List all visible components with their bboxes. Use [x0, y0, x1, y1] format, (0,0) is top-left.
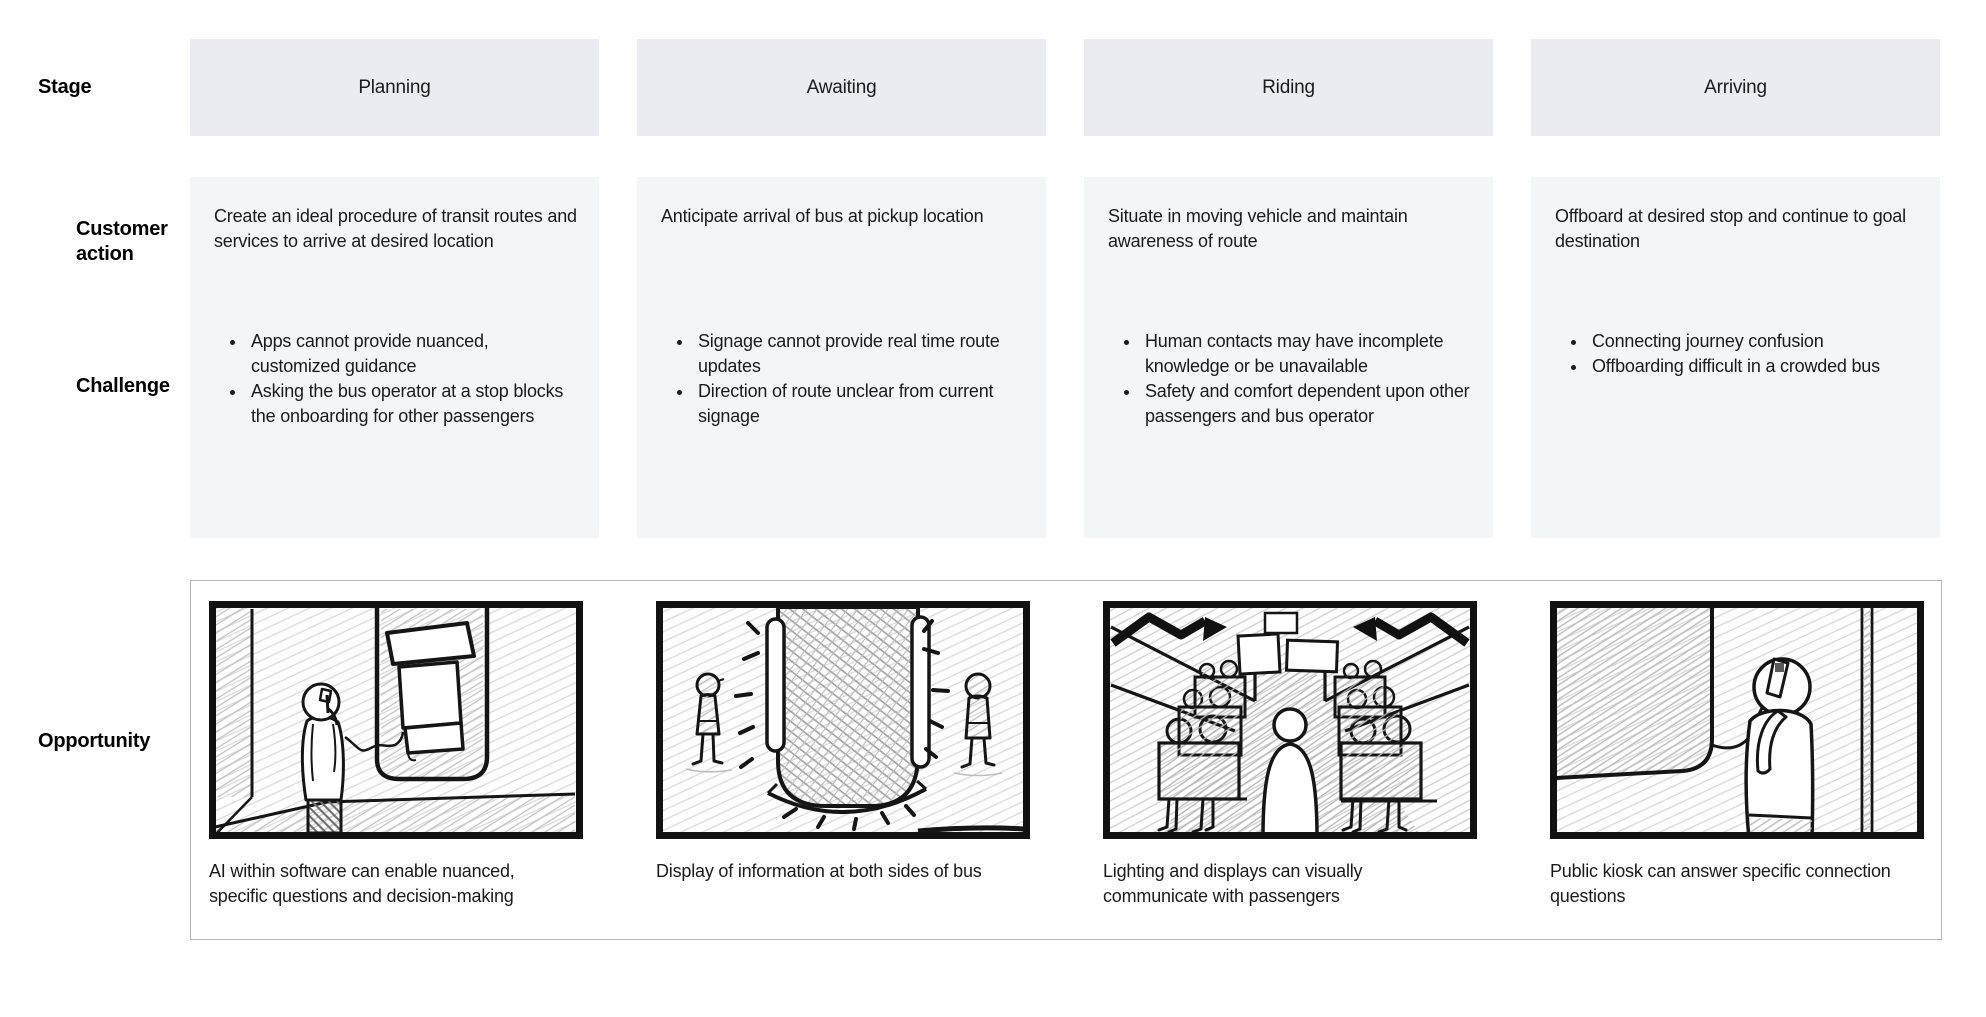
challenge-item: • Direction of route unclear from current signage — [694, 379, 1028, 429]
opportunity-cell-arriving — [1550, 601, 1959, 909]
detail-box-riding — [1084, 177, 1493, 538]
challenge-item: • Connecting journey confusion — [1588, 329, 1922, 354]
challenge-list-riding — [1108, 329, 1475, 429]
person-using-public-kiosk-handset-sketch — [1550, 601, 1924, 839]
opportunity-cell-riding — [1103, 601, 1512, 909]
opportunity-caption-awaiting: Display of information at both sides of bus — [656, 861, 982, 881]
detail-box-planning — [190, 177, 599, 538]
stage-row — [0, 39, 1986, 136]
opportunity-caption-planning: AI within software can enable nuanced, specific questions and decision-making — [209, 861, 515, 906]
challenge-list-arriving — [1555, 329, 1922, 379]
detail-row — [0, 177, 1986, 538]
stage-header-awaiting: Awaiting — [637, 39, 1046, 136]
person-talking-to-wall-kiosk-sketch — [209, 601, 583, 839]
opportunity-caption-arriving: Public kiosk can answer specific connection questions — [1550, 861, 1891, 906]
detail-box-arriving — [1531, 177, 1940, 538]
opportunity-cell-planning — [209, 601, 618, 909]
row-label-challenge: Challenge — [76, 375, 170, 397]
challenge-item: • Safety and comfort dependent upon other passengers and bus operator — [1141, 379, 1475, 429]
challenge-list-planning — [214, 329, 581, 429]
row-label-opportunity: Opportunity — [38, 730, 151, 752]
detail-labels — [0, 177, 170, 538]
customer-action-planning: Create an ideal procedure of transit routes and services to arrive at desired location — [214, 206, 577, 251]
challenge-item: • Offboarding difficult in a crowded bus — [1588, 354, 1922, 379]
stage-header-riding: Riding — [1084, 39, 1493, 136]
row-label-stage: Stage — [38, 76, 92, 98]
stage-header-arriving: Arriving — [1531, 39, 1940, 136]
row-label-customer-action: Customer action — [76, 218, 168, 265]
challenge-list-awaiting — [661, 329, 1028, 429]
customer-action-awaiting: Anticipate arrival of bus at pickup location — [661, 206, 984, 226]
bus-interior-arrows-displays-passengers-sketch — [1103, 601, 1477, 839]
customer-action-arriving: Offboard at desired stop and continue to goal destination — [1555, 206, 1906, 251]
challenge-item: • Signage cannot provide real time route updates — [694, 329, 1028, 379]
opportunity-caption-riding: Lighting and displays can visually communicate with passengers — [1103, 861, 1363, 906]
challenge-item: • Apps cannot provide nuanced, customized guidance — [247, 329, 581, 379]
opportunity-cell-awaiting — [656, 601, 1065, 909]
challenge-item: • Human contacts may have incomplete knowledge or be unavailable — [1141, 329, 1475, 379]
challenge-item: • Asking the bus operator at a stop blocks the onboarding for other passengers — [247, 379, 581, 429]
detail-box-awaiting — [637, 177, 1046, 538]
bus-with-side-displays-and-waiting-riders-sketch — [656, 601, 1030, 839]
customer-action-riding: Situate in moving vehicle and maintain awareness of route — [1108, 206, 1408, 251]
stage-header-planning: Planning — [190, 39, 599, 136]
opportunity-container — [190, 580, 1942, 940]
opportunity-row — [0, 580, 1946, 942]
